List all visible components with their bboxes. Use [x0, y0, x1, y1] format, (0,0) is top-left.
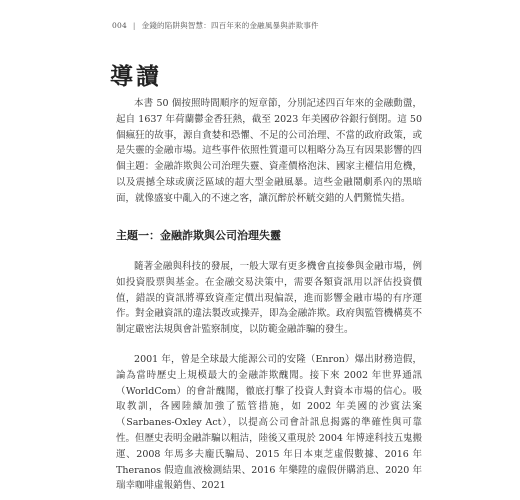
section-paragraph-2: 2001 年，曾是全球最大能源公司的安隆（Enron）爆出財務造假，論為當時歷史上規模最大的金融詐欺醜聞。接下來 2002 年世界通訊（WorldCom）的會計醜聞，徹底打擊了投資人對資本市場的信心。吸取教訓，各國陸續加強了監管措施，如 2002 年美國的沙賓法案（Sarbanes-Oxley Act），以提高公司會計訊息揭露的準確性與可靠性。但歷史表明金融詐騙以粗洁，陸後又重現於 2004 年博達科技五鬼搬運、2008 年馬多夫龐氏騙局、2015 年日本東芝虛假數據、2016 年 Theranos 假造血液檢測結果、2016 年樂陞的虛假併購消息、2020 年瑞幸咖啡虛報銷售、2021	[116, 354, 422, 492]
intro-paragraph: 本書 50 個按照時間順序的短章節，分別記述四百年來的金融動盪，起自 1637 年荷蘭鬱金香狂熱，截至 2023 年美國矽谷銀行倒閉。這 50 個瘋狂的故事，源自貪婪和恐懼、不足的公司治理、不當的政府政策，或是失靈的金融市場。這些事件依照性質還可以粗略分為互有因果影響的四個主題：金融詐欺與公司治理失靈、資產價格泡沫、國家主權信用危機，以及震撼全球或廣泛區域的超大型金融風暴。這些金融鬧劇系內的黑暗面，就像盛宴中亂入的不速之客，讓沉醉於杯觥交錯的人們驚慌失措。	[116, 98, 422, 204]
chapter-title: 導讀	[110, 64, 162, 90]
section-heading: 主題一：金融詐欺與公司治理失靈	[116, 229, 281, 242]
book-title: 金錢的陷阱與智慧：四百年來的金融風暴與詐欺事件	[141, 21, 319, 30]
running-header	[112, 20, 472, 31]
page-number: 004	[112, 21, 127, 30]
header-separator: |	[132, 21, 136, 30]
section-paragraph-1: 隨著金融與科技的發展，一般大眾有更多機會直接參與金融市場，例如投資股票與基金。在金融交易決策中，需要各類資訊用以評估投資價值，錯誤的資訊將導致資產定價出現偏誤，進而影響金融市場的有序運作。對金融資訊的違法製改或操弄，即為金融詐欺。政府與監管機構莫不制定嚴密法規與會計監察制度，以防範金融詐騙的發生。	[116, 261, 422, 336]
